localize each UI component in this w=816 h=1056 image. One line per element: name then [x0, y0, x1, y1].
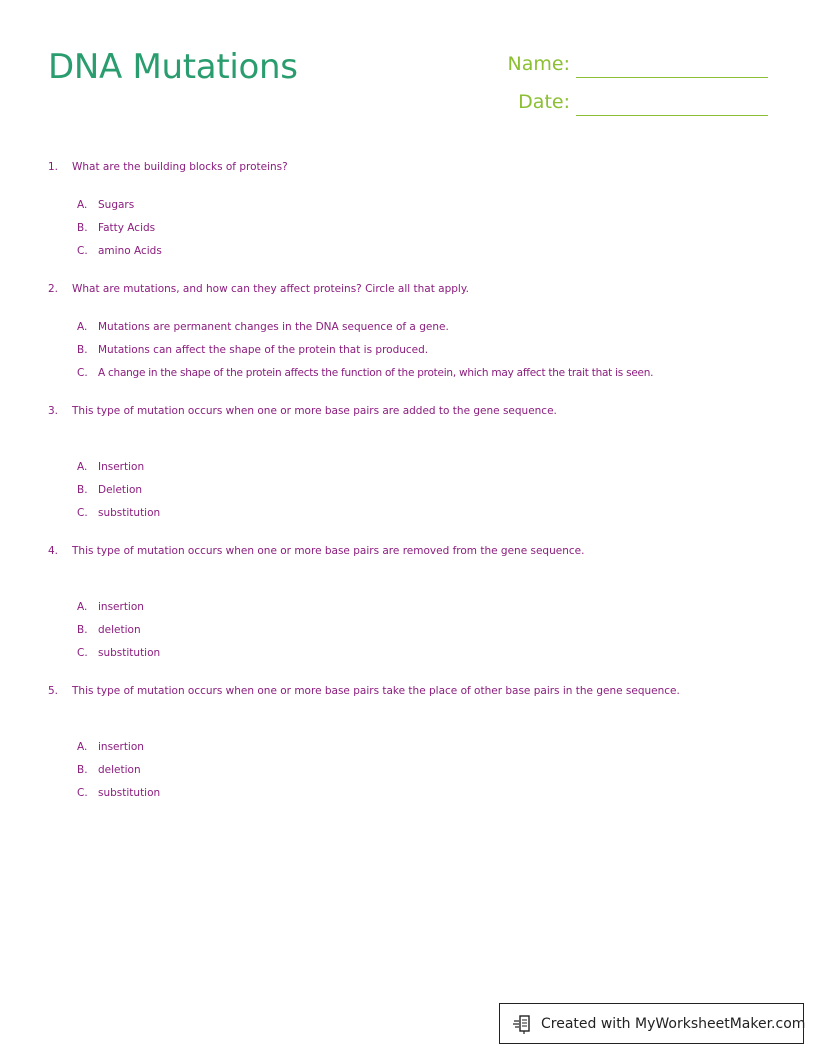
option-text: deletion	[98, 764, 141, 776]
option-text: Mutations can affect the shape of the protein that is produced.	[98, 344, 429, 356]
name-label: Name:	[507, 53, 570, 75]
worksheet-title: DNA Mutations	[48, 47, 298, 87]
option-letter: A.	[77, 601, 88, 613]
date-line[interactable]	[576, 115, 768, 116]
option-letter: B.	[77, 764, 88, 776]
option-text: Fatty Acids	[98, 222, 156, 234]
date-label: Date:	[518, 91, 570, 113]
option-text: insertion	[98, 741, 144, 753]
option-letter: B.	[77, 484, 88, 496]
worksheet-maker-logo-icon	[512, 1013, 534, 1035]
option-text: Mutations are permanent changes in the DNA sequence of a gene.	[98, 321, 449, 333]
option-text: deletion	[98, 624, 141, 636]
option-letter: A.	[77, 741, 88, 753]
question-number: 3.	[48, 405, 59, 417]
option-text: Sugars	[98, 199, 135, 211]
option-text: Insertion	[98, 461, 145, 473]
option-letter: C.	[77, 647, 88, 659]
option-letter: C.	[77, 787, 88, 799]
question-number: 5.	[48, 685, 59, 697]
footer-text: Created with MyWorksheetMaker.com	[541, 1015, 806, 1032]
question-text: This type of mutation occurs when one or more base pairs take the place of other base pairs in the gene sequence.	[72, 685, 680, 697]
option-letter: C.	[77, 245, 88, 257]
option-letter: A.	[77, 199, 88, 211]
footer-badge[interactable]	[499, 1003, 804, 1044]
option-text: substitution	[98, 787, 161, 799]
question-number: 4.	[48, 545, 59, 557]
option-letter: B.	[77, 344, 88, 356]
question-text: What are mutations, and how can they affect proteins? Circle all that apply.	[72, 283, 469, 295]
option-letter: B.	[77, 222, 88, 234]
option-letter: A.	[77, 461, 88, 473]
option-text: Deletion	[98, 484, 143, 496]
question-number: 2.	[48, 283, 59, 295]
option-letter: A.	[77, 321, 88, 333]
question-number: 1.	[48, 161, 59, 173]
question-text: What are the building blocks of proteins?	[72, 161, 288, 173]
option-text: insertion	[98, 601, 144, 613]
option-text: A change in the shape of the protein affects the function of the protein, which may affect the trait that is seen.	[98, 367, 654, 379]
option-text: amino Acids	[98, 245, 162, 257]
option-letter: C.	[77, 367, 88, 379]
option-text: substitution	[98, 647, 161, 659]
option-letter: B.	[77, 624, 88, 636]
question-text: This type of mutation occurs when one or more base pairs are added to the gene sequence.	[72, 405, 557, 417]
option-letter: C.	[77, 507, 88, 519]
option-text: substitution	[98, 507, 161, 519]
name-line[interactable]	[576, 77, 768, 78]
question-text: This type of mutation occurs when one or more base pairs are removed from the gene sequence.	[72, 545, 585, 557]
